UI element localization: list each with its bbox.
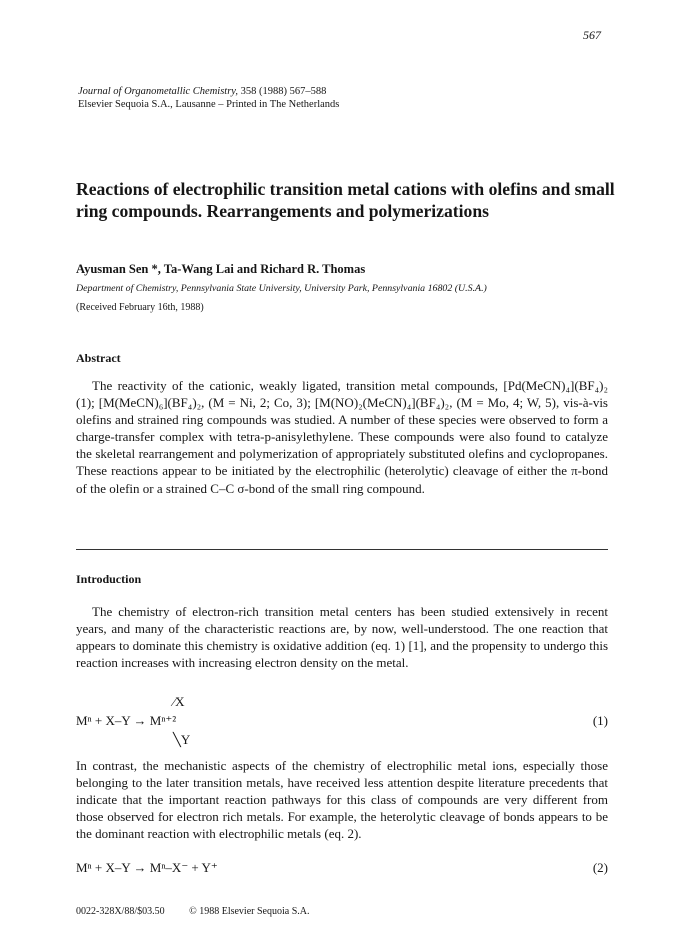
abstract-body [76, 377, 608, 497]
intro-paragraph-2 [76, 757, 608, 842]
abstract-heading: Abstract [76, 351, 121, 365]
page-number: 567 [583, 28, 601, 42]
issn-code: 0022-328X/88/$03.50 [76, 906, 165, 917]
intro-paragraph-1 [76, 603, 608, 671]
introduction-heading: Introduction [76, 572, 142, 586]
affiliation: Department of Chemistry, Pennsylvania State University, University Park, Pennsylvania 16802 (U.S.A.) [76, 283, 487, 294]
equation-2-main: Mⁿ + X–Y → Mⁿ–X⁻ + Y⁺ [76, 860, 218, 875]
copyright: © 1988 Elsevier Sequoia S.A. [189, 906, 310, 917]
authors: Ayusman Sen *, Ta-Wang Lai and Richard R. Thomas [76, 262, 366, 276]
page-footer [76, 906, 331, 917]
journal-header [78, 85, 339, 111]
intro-paragraph-2-text: In contrast, the mechanistic aspects of the chemistry of electrophilic metal ions, especially those belonging to the later transition metals, have received less attention despite literature precedents that indicate that the important reaction pathways for this class of compounds are very different from those observed for electron rich metals. For example, the heterolytic cleavage of bonds appears to be the dominant reaction with electrophilic metals (eq. 2). [76, 758, 608, 842]
publisher-line: Elsevier Sequoia S.A., Lausanne – Printed in The Netherlands [78, 99, 340, 110]
equation-1 [76, 694, 608, 752]
equation-2 [76, 860, 608, 878]
equation-1-number: (1) [592, 713, 608, 728]
article-title: Reactions of electrophilic transition metal cations with olefins and small ring compounds. Rearrangements and polymerizations [76, 179, 615, 221]
journal-name: Journal of Organometallic Chemistry, [78, 86, 239, 97]
equation-1-bottom: ╲Y [173, 732, 191, 747]
journal-citation: 358 (1988) 567–588 [238, 86, 327, 97]
received-date: (Received February 16th, 1988) [76, 302, 204, 313]
section-divider [76, 549, 608, 550]
equation-2-number: (2) [592, 860, 608, 875]
equation-1-top: ⁄X [173, 694, 185, 709]
abstract-text: The reactivity of the cationic, weakly ligated, transition metal compounds, [Pd(MeCN)₄](BF₄)₂ (1); [M(MeCN)₆](BF₄)₂, (M = Ni, 2; Co, 3); [M(NO)₂(MeCN)₄](BF₄)₂, (M = Mo, 4; W, 5), vis-à-vis olefins and strained ring compounds was studied. A number of these species were observed to form a charge-transfer complex with tetra-p-anisylethylene. These compounds were also found to catalyze the skeletal rearrangement and polymerization of appropriately substituted olefins and cyclopropanes. These reactions appear to be initiated by the electrophilic (heterolytic) cleavage of either the π-bond of the olefin or a strained C–C σ-bond of the small ring compound. [76, 378, 608, 496]
intro-paragraph-1-text: The chemistry of electron-rich transition metal centers has been studied extensively in recent years, and many of the characteristic reactions are, by now, well-understood. The one reaction that appears to dominate this chemistry is oxidative addition (eq. 1) [1], and the propensity to undergo this reaction increases with increasing electron density on the metal. [76, 604, 608, 671]
equation-1-main: Mⁿ + X–Y → Mⁿ⁺² [76, 713, 177, 728]
